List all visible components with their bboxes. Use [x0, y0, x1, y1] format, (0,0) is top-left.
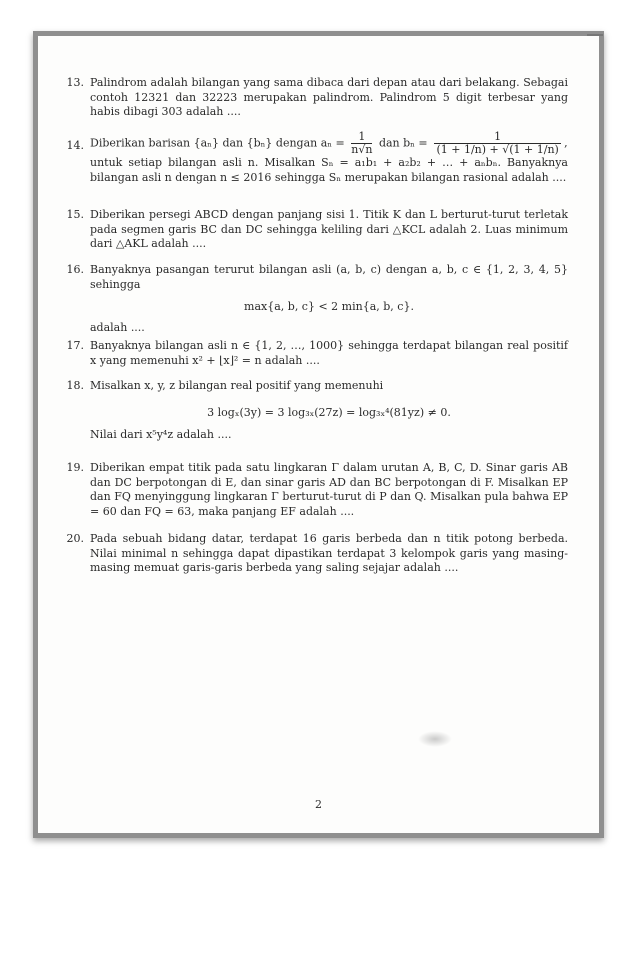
question-text: Banyaknya bilangan asli n ∈ {1, 2, …, 1000} sehingga terdapat bilangan real positif x yang memenuhi x² + ⌊x⌋² = n adalah ....: [90, 339, 568, 367]
punctuation: ,: [564, 136, 568, 150]
question-text: adalah ....: [90, 320, 145, 334]
page-number: 2: [315, 798, 322, 811]
question-text: Diberikan barisan {aₙ} dan {bₙ} dengan aₙ =: [90, 136, 345, 150]
question-number: 17.: [66, 339, 84, 352]
question-number: 13.: [66, 76, 84, 89]
question-number: 14.: [66, 139, 84, 152]
fraction-a-n: [351, 131, 372, 156]
fraction-numerator: 1: [434, 131, 561, 144]
question-17: [66, 339, 568, 368]
question-number: 15.: [66, 208, 84, 221]
question-text: Palindrom adalah bilangan yang sama dibaca dari depan atau dari belakang. Sebagai contoh 12321 dan 32223 merupakan palindrom. Palindrom 5 digit terbesar yang habis dibagi 303 adalah ....: [90, 76, 568, 118]
question-text: untuk setiap bilangan asli n. Misalkan Sₙ = a₁b₁ + a₂b₂ + … + aₙbₙ. Banyaknya bilangan asli n dengan n ≤ 2016 sehingga Sₙ merupakan bilangan rasional adalah ....: [90, 156, 568, 184]
equation: max{a, b, c} < 2 min{a, b, c}.: [244, 300, 414, 313]
question-text: Pada sebuah bidang datar, terdapat 16 garis berbeda dan n titik potong berbeda. Nilai minimal n sehingga dapat dipastikan terdapat 3 kelompok garis yang masing-masing memuat garis-garis berbeda yang saling sejajar adalah ....: [90, 532, 568, 574]
question-20: [66, 532, 568, 576]
fraction-b-n: [434, 131, 561, 156]
question-14: [66, 130, 568, 185]
equation: 3 logₓ(3y) = 3 log₃ₓ(27z) = log₃ₓ⁴(81yz) ≠ 0.: [207, 405, 451, 419]
question-19: [66, 461, 568, 519]
question-15: [66, 208, 568, 252]
question-text: Nilai dari x⁵y⁴z adalah ....: [90, 428, 232, 441]
question-number: 19.: [66, 461, 84, 474]
question-text: dan bₙ =: [378, 136, 428, 150]
question-13: [66, 76, 568, 120]
question-text: Banyaknya pasangan terurut bilangan asli (a, b, c) dengan a, b, c ∈ {1, 2, 3, 4, 5} sehingga: [90, 263, 568, 291]
question-16: [66, 263, 568, 335]
question-18: [66, 379, 568, 443]
exam-page: [33, 31, 604, 838]
question-number: 20.: [66, 532, 84, 545]
fraction-numerator: 1: [351, 131, 372, 144]
question-number: 18.: [66, 379, 84, 392]
fraction-denominator: n√n: [351, 143, 373, 156]
page-mark: [587, 34, 603, 36]
scan-smudge: [418, 731, 452, 747]
question-number: 16.: [66, 263, 84, 276]
question-text: Diberikan persegi ABCD dengan panjang sisi 1. Titik K dan L berturut-turut terletak pada segmen garis BC dan DC sehingga keliling dari △KCL adalah 2. Luas minimum dari △AKL adalah ....: [90, 208, 568, 250]
question-text: Misalkan x, y, z bilangan real positif yang memenuhi: [90, 379, 384, 392]
fraction-denominator: (1 + 1/n) + √(1 + 1/n): [436, 143, 559, 156]
question-text: Diberikan empat titik pada satu lingkaran Γ dalam urutan A, B, C, D. Sinar garis AB dan DC berpotongan di E, dan sinar garis AD dan BC berpotongan di F. Misalkan EP dan FQ menyinggung lingkaran Γ berturut-turut di P dan Q. Misalkan pula bahwa EP = 60 dan FQ = 63, maka panjang EF adalah ....: [90, 461, 568, 518]
